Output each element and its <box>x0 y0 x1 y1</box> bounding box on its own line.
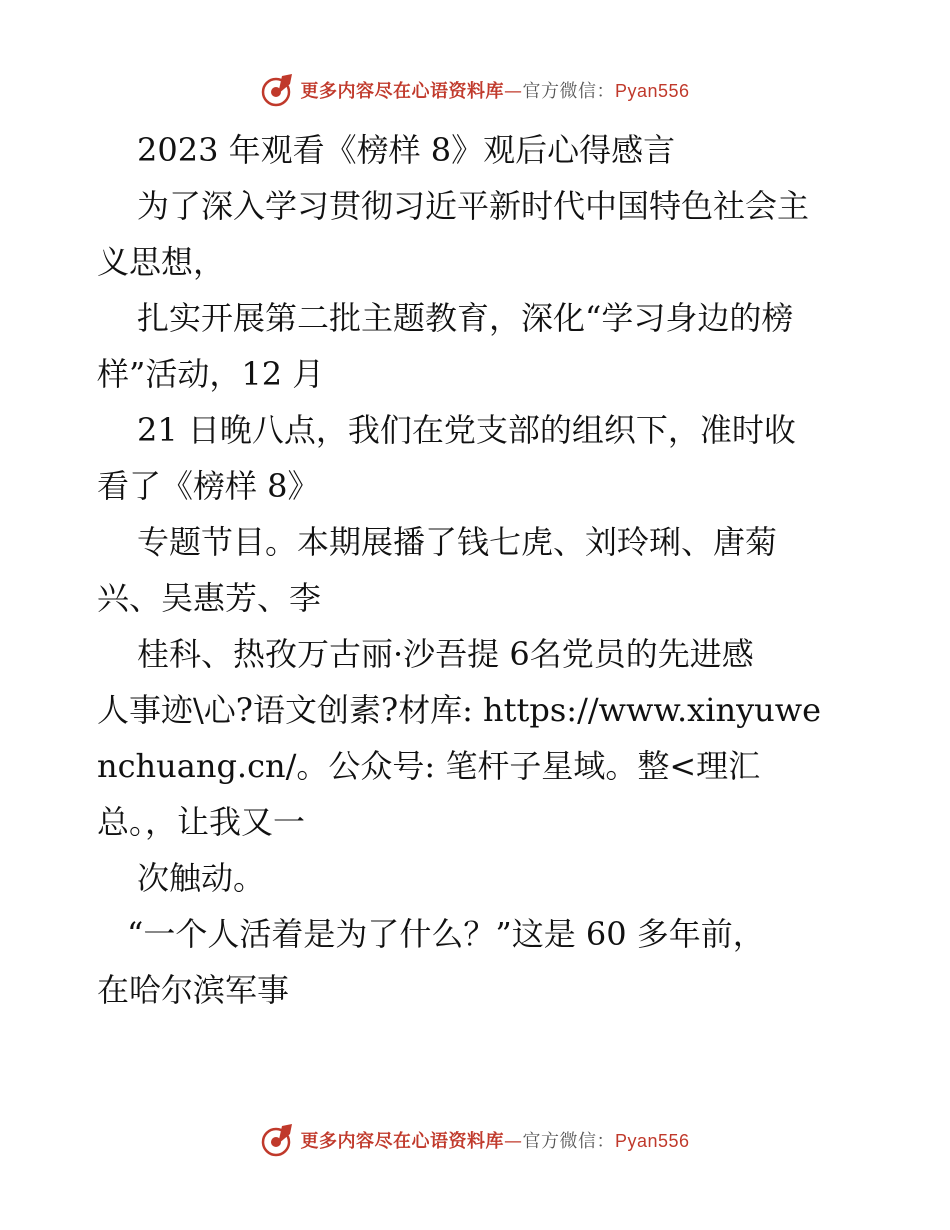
header-main-text: 更多内容尽在心语资料库 <box>300 81 504 102</box>
paragraph-line: 专题节目。本期展播了钱七虎、刘玲琍、唐菊 <box>137 523 778 561</box>
paragraph-line: 在哈尔滨军事 <box>97 971 290 1009</box>
paragraph-line: 桂科、热孜万古丽·沙吾提 6名党员的先进感 <box>137 635 754 673</box>
paragraph-line: 21 日晚八点，我们在党支部的组织下，准时收 <box>137 411 796 449</box>
quill-logo-icon <box>260 72 296 108</box>
paragraph-line: “一个人活着是为了什么？”这是 60 多年前， <box>127 915 765 953</box>
footer-banner <box>0 1120 950 1160</box>
paragraph-line: 次触动。 <box>137 859 266 897</box>
footer-dash: — <box>503 1131 523 1152</box>
paragraph-line: 看了《榜样 8》 <box>97 467 320 505</box>
paragraph-line: 兴、吴惠芳、李 <box>97 579 322 617</box>
paragraph-line: 样”活动，12 月 <box>97 355 325 393</box>
paragraph-line: 总。，让我又一 <box>97 803 306 841</box>
header-banner <box>0 70 950 110</box>
paragraph-line: 人事迹\心?语文创素?材库: https://www.xinyuwe <box>97 691 822 729</box>
header-wechat-id: Pyan556 <box>614 81 690 101</box>
document-title: 2023 年观看《榜样 8》观后心得感言 <box>137 131 676 169</box>
paragraph-line: 为了深入学习贯彻习近平新时代中国特色社会主 <box>137 187 810 225</box>
header-dash: — <box>503 81 523 102</box>
paragraph-line: 扎实开展第二批主题教育，深化“学习身边的榜 <box>137 299 794 337</box>
document-body <box>97 122 857 1018</box>
footer-wechat-id: Pyan556 <box>614 1131 690 1151</box>
paragraph-line: 义思想， <box>97 243 226 281</box>
footer-label: 官方微信： <box>522 1131 615 1152</box>
quill-logo-icon <box>260 1122 296 1158</box>
footer-main-text: 更多内容尽在心语资料库 <box>300 1131 504 1152</box>
header-label: 官方微信： <box>522 81 615 102</box>
paragraph-line: nchuang.cn/。公众号: 笔杆子星域。整<理汇 <box>97 747 761 785</box>
